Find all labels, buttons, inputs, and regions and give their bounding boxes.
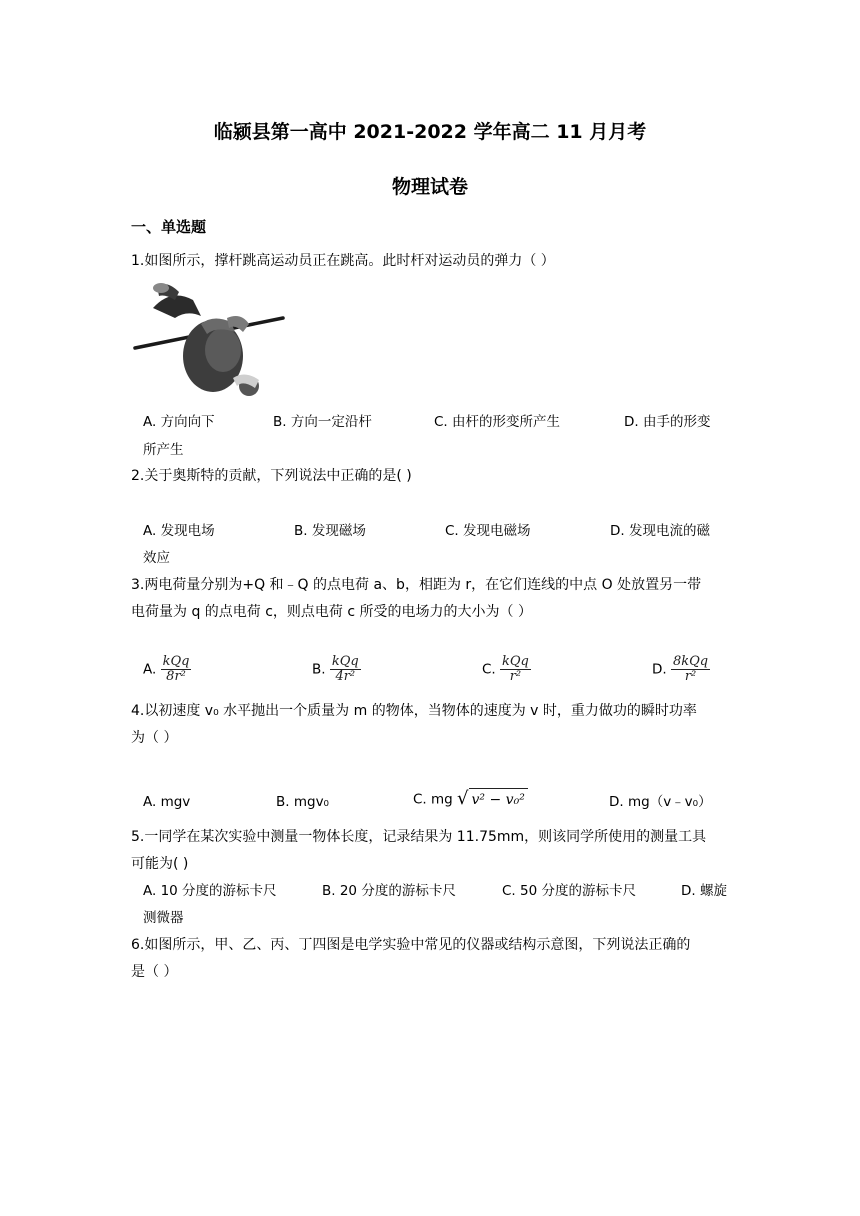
q4-option-d: D. mg（v﹣v₀） [609, 794, 712, 810]
q4-option-c: C. mg √ v² − v₀² [413, 788, 528, 811]
question-2-stem: 2.关于奥斯特的贡献，下列说法中正确的是( ) [131, 468, 412, 484]
q4-option-a: A. mgv [143, 794, 191, 810]
q5-option-c: C. 50 分度的游标卡尺 [502, 883, 636, 899]
q5-option-d: D. 螺旋 [681, 883, 727, 899]
question-6-stem-line2: 是（ ） [131, 964, 178, 980]
q2-option-d-cont: 效应 [143, 550, 170, 566]
formula-kqq-over-r2: $\frac{\text{kQq}}{\text{r²}}$ [502, 654, 529, 684]
q4-option-b: B. mgv₀ [276, 794, 329, 810]
q2-option-d: D. 发现电流的磁 [610, 523, 710, 539]
q3-option-c: C. $\frac{\text{kQq}}{\text{r²}}$ [482, 654, 529, 684]
q3-option-b: B. $\frac{\text{kQq}}{\text{4r²}}$ [312, 654, 359, 684]
pole-vault-photo [131, 278, 289, 408]
q2-option-c: C. 发现电磁场 [445, 523, 531, 539]
q1-option-b: B. 方向一定沿杆 [273, 414, 372, 430]
question-4-stem-line2: 为（ ） [131, 730, 178, 746]
sqrt-formula: √ v² − v₀² [457, 788, 528, 811]
q2-option-a: A. 发现电场 [143, 523, 215, 539]
section-heading: 一、单选题 [131, 218, 207, 236]
q1-option-a: A. 方向向下 [143, 414, 215, 430]
q3-option-d: D. $\frac{\text{8kQq}}{\text{r²}}$ [652, 654, 709, 684]
q3-option-a: A. $\frac{\text{kQq}}{\text{8r²}}$ [143, 654, 190, 684]
question-4-stem-line1: 4.以初速度 v₀ 水平抛出一个质量为 m 的物体，当物体的速度为 v 时，重力做功的瞬时功率 [131, 703, 697, 719]
question-1-stem: 1.如图所示，撑杆跳高运动员正在跳高。此时杆对运动员的弹力（ ） [131, 253, 555, 269]
q1-option-d-cont: 所产生 [143, 442, 184, 458]
q1-option-c: C. 由杆的形变所产生 [434, 414, 561, 430]
q2-option-b: B. 发现磁场 [294, 523, 366, 539]
exam-title: 临颍县第一高中 2021-2022 学年高二 11 月月考 [213, 121, 647, 143]
q1-option-d: D. 由手的形变 [624, 414, 711, 430]
question-3-stem-line1: 3.两电荷量分别为+Q 和﹣Q 的点电荷 a、b，相距为 r，在它们连线的中点 O 处放置另一带 [131, 577, 702, 593]
question-5-stem-line1: 5.一同学在某次实验中测量一物体长度，记录结果为 11.75mm，则该同学所使用的测量工具 [131, 829, 707, 845]
formula-8kqq-over-r2: $\frac{\text{8kQq}}{\text{r²}}$ [672, 654, 709, 684]
question-3-stem-line2: 电荷量为 q 的点电荷 c，则点电荷 c 所受的电场力的大小为（ ） [131, 604, 532, 620]
q5-option-d-cont: 测微器 [143, 910, 184, 926]
formula-kqq-over-4r2: $\frac{\text{kQq}}{\text{4r²}}$ [331, 654, 359, 684]
q5-option-b: B. 20 分度的游标卡尺 [322, 883, 456, 899]
formula-kqq-over-8r2: $\frac{\text{kQq}}{\text{8r²}}$ [162, 654, 190, 684]
exam-subtitle: 物理试卷 [391, 176, 468, 198]
question-6-stem-line1: 6.如图所示，甲、乙、丙、丁四图是电学实验中常见的仪器或结构示意图，下列说法正确的 [131, 937, 691, 953]
q5-option-a: A. 10 分度的游标卡尺 [143, 883, 277, 899]
question-5-stem-line2: 可能为( ) [131, 856, 189, 872]
